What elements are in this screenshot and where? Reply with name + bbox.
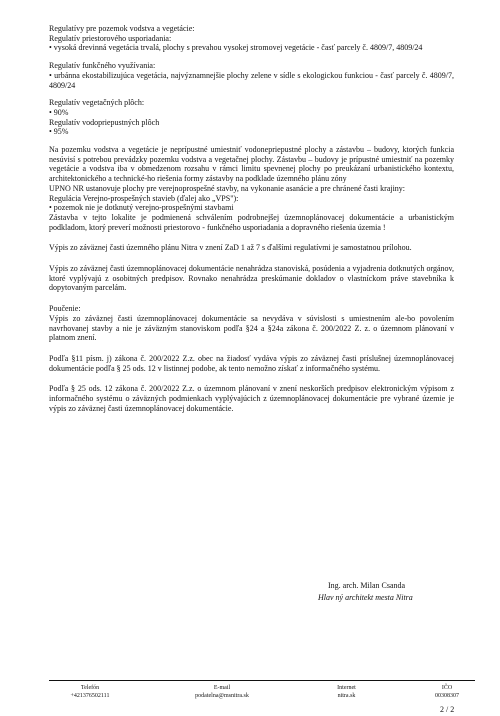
paragraph-zoning-condition: Zástavba v tejto lokalite je podmienená schválením podrobnejšej územnoplánovacej dokumentácie a urbanistickým podkladom, ktorý preverí možnosti priestorovo - funkčného usporiadania a dopravného riešenia územia ! [49, 212, 454, 232]
heading-spatial-regulative: Regulatív priestorového usporiadania: [49, 33, 172, 43]
heading-instruction: Poučenie: [49, 304, 81, 314]
bullet-vegetation: • 90% [49, 107, 69, 117]
bullet-functional: • urbánna ekostabilizujúca vegetácia, najvýznamnejšie plochy zelene v sídle s ekologickou funkciou - časť parcely č. 4809/7, 4809/24 [49, 70, 454, 90]
paragraph-attachment: Výpis zo záväznej časti územného plánu Nitra v znení ZaD 1 až 7 s ďalšími regulatívmi je samostatnou prílohou. [49, 243, 412, 253]
paragraph-instruction: Výpis zo záväznej časti územnoplánovacej dokumentácie sa nevydáva v súvislosti s umiestnením ale-bo povolením navrhovanej stavby a nie je záväzným stanoviskom podľa §24 a §24a zákona č. 200/2022 Z. z. o územnom plánovaní v platnom znení. [49, 313, 454, 343]
heading-vegetation-regulative: Regulatív vegetačných plôch: [49, 98, 145, 108]
bullet-vps: • pozemok nie je dotknutý verejno-prospešnými stavbami [49, 203, 234, 213]
heading-vps: Regulácia Verejno-prospešných stavieb (ďalej ako „VPS"): [49, 193, 239, 203]
page-number: 2 / 2 [440, 705, 455, 714]
signer-name: Ing. arch. Milan Csanda [328, 581, 406, 590]
footer-phone-label: Telefón [80, 685, 100, 691]
heading-permeable-regulative: Regulatív vodopriepustných plôch [49, 117, 160, 127]
bullet-spatial: • vysoká drevinná vegetácia trvalá, plochy s prevahou vysokej stromovej vegetácie - časť parcely č. 4809/7, 4809/24 [49, 43, 423, 53]
footer-phone [49, 684, 131, 700]
paragraph-upno: UPNO NR ustanovuje plochy pre verejnoprospešné stavby, na vykonanie asanácie a pre chránené časti krajiny: [49, 183, 406, 193]
signer-title: Hlav ný architekt mesta Nitra [318, 593, 413, 602]
footer-email-label: E-mail [213, 685, 231, 691]
footer-phone-value: +421376502111 [70, 693, 110, 699]
footer-web [304, 684, 389, 700]
paragraph-section-25: Podľa § 25 ods. 12 zákona č. 200/2022 Z.z. o územnom plánovaní v znení neskorších predpisov elektronickým výpisom z informačného systému o záväzných podmienkach vyplývajúcich z územnoplánovacej dokumentácie pre vybrané územie je výpis zo záväznej časti územnoplánovacej dokumentácie. [49, 384, 454, 413]
bullet-permeable: • 95% [49, 127, 69, 137]
footer-divider [49, 680, 475, 681]
footer-web-value[interactable]: nitra.sk [337, 693, 356, 699]
heading-regulatives: Regulatívy pre pozemok vodstva a vegetácie: [49, 24, 195, 33]
paragraph-not-replacing: Výpis zo záväznej časti územnoplánovacej dokumentácie nenahrádza stanoviská, posúdenia a vyjadrenia dotknutých orgánov, ktoré vyplývajú z osobitných predpisov. Rovnako nenahrádza preskúmanie dokladov o vlastníckom práve stavebníka k dopytovaným parcelám. [49, 264, 454, 293]
signature-block [318, 580, 468, 604]
document-body [49, 24, 454, 414]
footer-email [177, 684, 267, 700]
footer-ico-label: IČO [441, 685, 453, 691]
heading-functional-regulative: Regulatív funkčného využívania: [49, 61, 156, 71]
footer-web-label: Internet [337, 685, 356, 691]
paragraph-section-11: Podľa §11 písm. j) zákona č. 200/2022 Z.z. obec na žiadosť vydáva výpis zo záväznej časti príslušnej územnoplánovacej dokumentácie podľa § 25 ods. 12 v listinnej podobe, ak tento nemožno získať z informačného systému. [49, 353, 454, 373]
footer-email-value[interactable]: podatelna@msnitra.sk [195, 693, 249, 699]
footer-ico [419, 684, 475, 700]
footer-ico-value: 00308307 [435, 693, 459, 699]
paragraph-development-rules: Na pozemku vodstva a vegetácie je neprípustné umiestniť vodonepriepustné plochy a zástavbu – budovy, ktorých funkcia nesúvisí s potrebou prevádzky pozemku vodstva a vegetačnej plochy. Zástavbu – budovy je prípustné umiestniť na pozemky vegetácie a vodstva iba v obmedzenom rozsahu v rámci limitu spevnenej plochy po preukázaní urbanistického kontextu, architektonického a technické-ho riešenia formy zástavby na podklade územného plánu zóny [49, 145, 454, 184]
